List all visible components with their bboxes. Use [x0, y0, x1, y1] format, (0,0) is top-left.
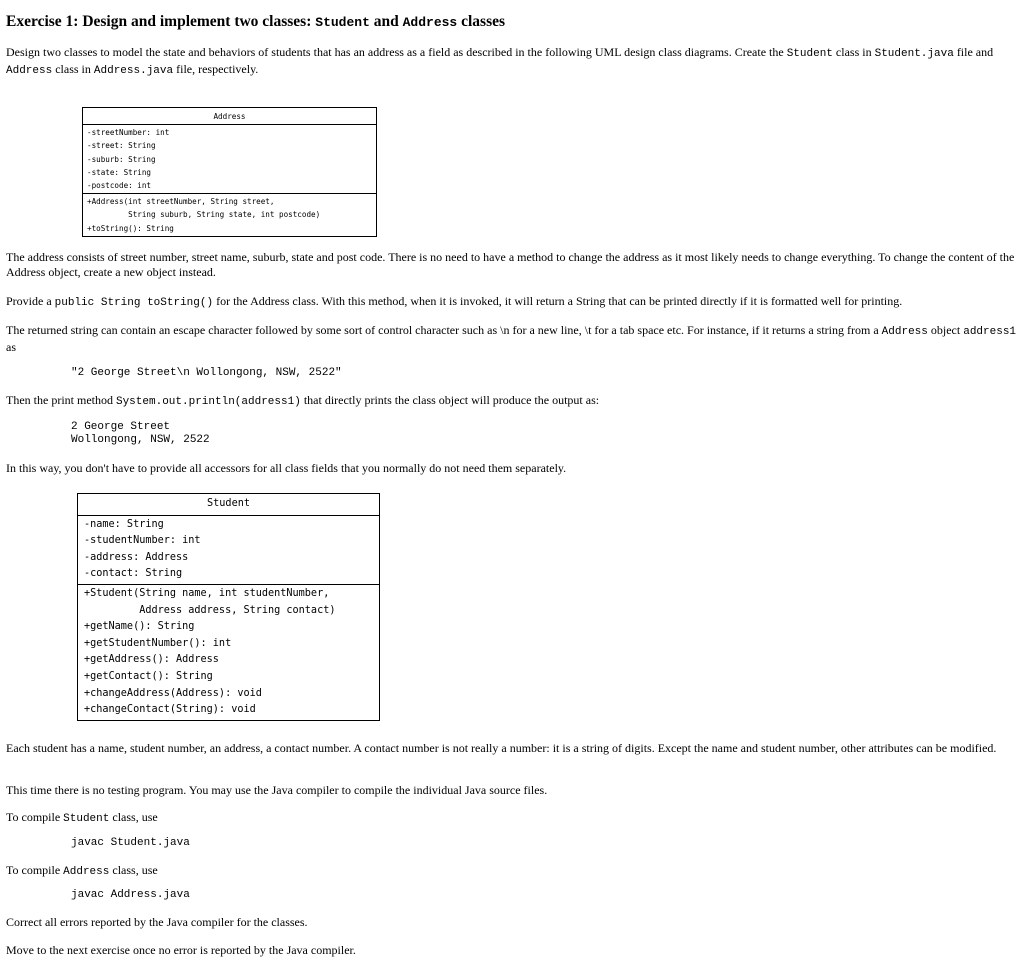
student-uml-fields — [78, 516, 379, 585]
uml-method: +changeContact(String): void — [84, 704, 256, 716]
compile-student-paragraph: To compile Student class, use — [6, 810, 158, 825]
uml-method: +getName(): String — [84, 621, 195, 633]
exercise-heading: Exercise 1: Design and implement two classes: Student and Address classes — [6, 13, 506, 30]
correct-errors-paragraph: Correct all errors reported by the Java compiler for the classes. — [6, 915, 308, 929]
compile-address-paragraph: To compile Address class, use — [6, 863, 158, 878]
print-paragraph: Then the print method System.out.println(address1) that directly prints the class object will produce the output as: — [6, 393, 600, 408]
address-uml-methods — [83, 194, 376, 236]
uml-method: +Student(String name, int studentNumber, — [84, 587, 330, 599]
uml-field: -name: String — [84, 518, 164, 530]
escape-paragraph: The returned string can contain an escape character followed by some sort of control character such as \n for a new line, \t for a tab space etc. For instance, if it returns a string from a Address object address1 as — [6, 323, 1017, 354]
uml-method: +Address(int streetNumber, String street, — [87, 197, 275, 207]
uml-field: -suburb: String — [87, 154, 156, 164]
compile-address-command: javac Address.java — [71, 889, 190, 901]
uml-field: -studentNumber: int — [84, 535, 201, 547]
compile-student-command: javac Student.java — [71, 837, 190, 849]
student-uml-diagram — [77, 493, 380, 721]
address-description: The address consists of street number, street name, suburb, state and post code. There is no need to have a method to change the address as it most likely needs to change everything. To change the content of the Address object, create a new object instead. — [6, 250, 1015, 279]
uml-method: String suburb, String state, int postcode) — [87, 210, 321, 220]
uml-method: +toString(): String — [87, 223, 174, 233]
student-uml-title: Student — [78, 494, 379, 516]
address-uml-title: Address — [83, 108, 376, 125]
uml-method: +getAddress(): Address — [84, 654, 219, 666]
student-description: Each student has a name, student number, an address, a contact number. A contact number is not really a number: it is a string of digits. Except the name and student number, other attributes can be modified. — [6, 741, 997, 755]
student-uml-methods — [78, 585, 379, 720]
next-exercise-paragraph: Move to the next exercise once no error is reported by the Java compiler. — [6, 943, 356, 957]
uml-method: Address address, String contact) — [84, 604, 336, 616]
example-string-code: "2 George Street\n Wollongong, NSW, 2522" — [71, 367, 342, 379]
uml-method: +changeAddress(Address): void — [84, 687, 262, 699]
uml-method: +getContact(): String — [84, 670, 213, 682]
example-output-code — [71, 421, 210, 446]
uml-method: +getStudentNumber(): int — [84, 637, 232, 649]
output-line: 2 George Street — [71, 421, 171, 433]
uml-field: -postcode: int — [87, 181, 152, 191]
uml-field: -streetNumber: int — [87, 128, 170, 138]
tostring-paragraph: Provide a public String toString() for the Address class. With this method, when it is invoked, it will return a String that can be printed directly if it is formatted well for printing. — [6, 294, 903, 309]
uml-field: -address: Address — [84, 551, 189, 563]
intro-paragraph: Design two classes to model the state and behaviors of students that has an address as a field as described in the following UML design class diagrams. Create the Student class in Student.java file and Address class in Address.java file, respectively. — [6, 45, 994, 77]
uml-field: -state: String — [87, 167, 152, 177]
address-uml-diagram — [82, 107, 377, 237]
uml-field: -contact: String — [84, 568, 183, 580]
testing-paragraph: This time there is no testing program. You may use the Java compiler to compile the individual Java source files. — [6, 783, 548, 797]
uml-field: -street: String — [87, 141, 156, 151]
output-line: Wollongong, NSW, 2522 — [71, 433, 210, 446]
accessors-paragraph: In this way, you don't have to provide all accessors for all class fields that you normally do not need them separately. — [6, 461, 567, 475]
address-uml-fields — [83, 125, 376, 194]
